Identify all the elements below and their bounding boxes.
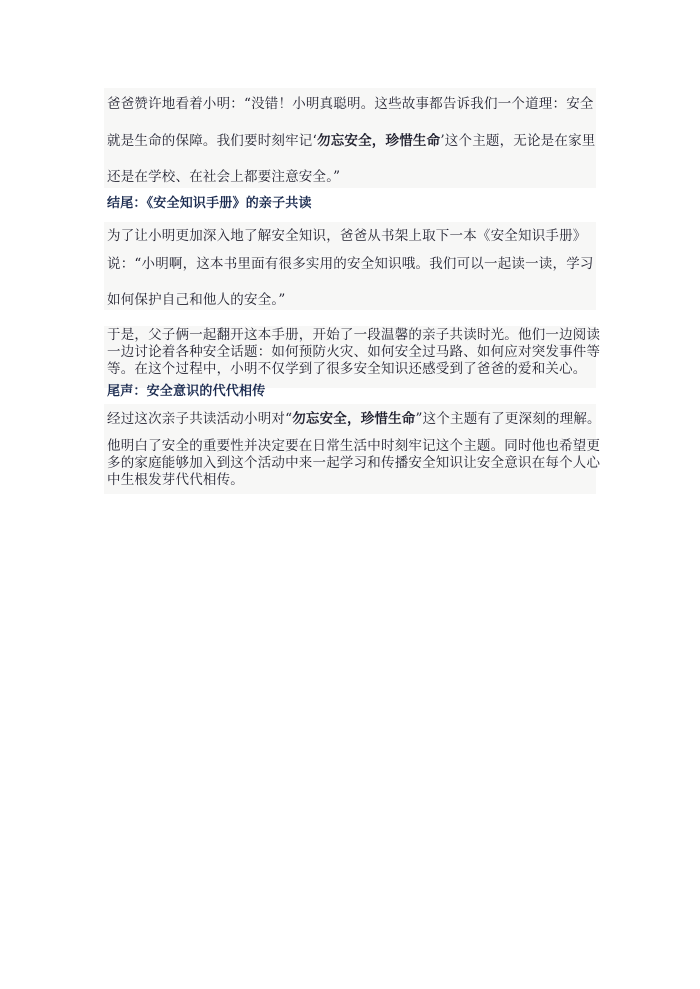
paragraph-line: 一边讨论着各种安全话题：如何预防火灾、如何安全过马路、如何应对突发事件等 <box>107 344 601 360</box>
section-heading: 尾声：安全意识的代代相传 <box>107 384 266 399</box>
text-run: 就是生命的保障。我们要时刻牢记‘ <box>107 133 317 149</box>
section-heading: 结尾：《安全知识手册》的亲子共读 <box>107 196 312 211</box>
paragraph-line: 于是，父子俩一起翻开这本手册，开始了一段温馨的亲子共读时光。他们一边阅读 <box>107 327 601 343</box>
paragraph-line: 等。在这个过程中，小明不仅学到了很多安全知识还感受到了爸爸的爱和关心。 <box>107 361 587 377</box>
emphasis-text: 勿忘安全，珍惜生命 <box>292 411 416 427</box>
paragraph-line: 多的家庭能够加入到这个活动中来一起学习和传播安全知识让安全意识在每个人心 <box>107 455 601 471</box>
paragraph-line: 如何保护自己和他人的安全。” <box>107 292 286 308</box>
text-run: 经过这次亲子共读活动小明对“ <box>107 411 293 427</box>
paragraph <box>107 438 601 489</box>
paragraph-line <box>107 410 601 428</box>
text-run: ”这个主题有了更深刻的理解。 <box>415 411 601 427</box>
paragraph-line: 中生根发芽代代相传。 <box>107 472 244 488</box>
paragraph-line: 爸爸赞许地看着小明：“没错！小明真聪明。这些故事都告诉我们一个道理：安全 <box>107 96 594 112</box>
paragraph-line: 为了让小明更加深入地了解安全知识，爸爸从书架上取下一本《安全知识手册》 <box>107 228 587 244</box>
text-run: ’这个主题，无论是在家里 <box>440 133 596 149</box>
paragraph-line: 还是在学校、在社会上都要注意安全。” <box>107 169 341 185</box>
paragraph-line: 他明白了安全的重要性并决定要在日常生活中时刻牢记这个主题。同时他也希望更 <box>107 438 601 454</box>
emphasis-text: 勿忘安全，珍惜生命 <box>317 133 441 149</box>
paragraph-line: 说：“小明啊，这本书里面有很多实用的安全知识哦。我们可以一起读一读，学习 <box>107 256 594 272</box>
paragraph <box>107 327 601 378</box>
paragraph-line <box>107 132 596 150</box>
